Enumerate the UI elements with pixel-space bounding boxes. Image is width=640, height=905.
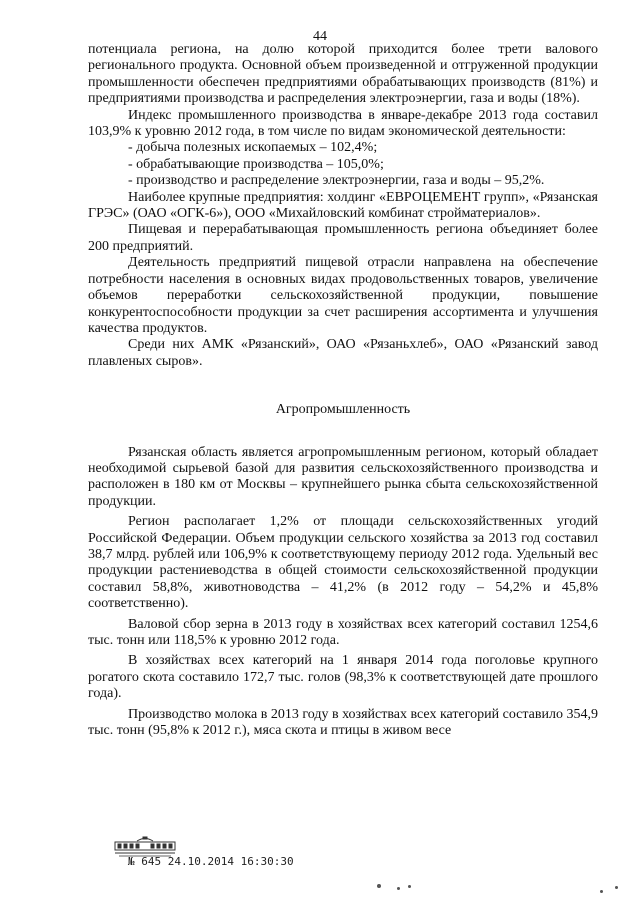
- printer-logo-mark: [115, 837, 175, 856]
- paragraph-food-industry: Пищевая и перерабатывающая промышленность региона объединяет более 200 предприятий.: [88, 222, 598, 254]
- paragraph-major-enterprises: Наиболее крупные предприятия: холдинг «ЕВРОЦЕМЕНТ групп», «Рязанская ГРЭС» (ОАО «ОГК-6»), ООО «Михайловский комбинат стройматериалов».: [88, 189, 598, 222]
- page-number: 44: [313, 29, 327, 44]
- scan-mark: [615, 886, 618, 889]
- scan-mark: [397, 887, 400, 890]
- paragraph-grain: Валовой сбор зерна в 2013 году в хозяйствах всех категорий составил 1254,6 тыс. тонн или 118,5% к уровню 2012 года.: [88, 616, 598, 648]
- list-item-utilities: - производство и распределение электроэнергии, газа и воды – 95,2%.: [128, 173, 545, 189]
- scan-mark: [377, 884, 381, 888]
- paragraph-agro-region: Рязанская область является агропромышленным регионом, который обладает необходимой сырьевой базой для развития сельскохозяйственного производства и расположен в 180 км от Москвы – крупнейшего рынка сбыта сельскохозяйственной продукции.: [88, 444, 598, 509]
- section-heading: Агропромышленность: [275, 402, 411, 418]
- scan-mark: [408, 885, 411, 888]
- scan-mark: [600, 890, 603, 893]
- document-body: [88, 42, 598, 739]
- list-item-mining: - добыча полезных ископаемых – 102,4%;: [128, 140, 378, 156]
- list-item-manufacturing: - обрабатывающие производства – 105,0%;: [128, 156, 384, 172]
- paragraph-cattle: В хозяйствах всех категорий на 1 января 2014 года поголовье крупного рогатого скота составило 172,7 тыс. голов (98,3% к соответствующей дате прошлого года).: [88, 653, 598, 702]
- paragraph-2: Индекс промышленного производства в январе-декабре 2013 года составил 103,9% к уровню 2012 года, в том числе по видам экономической деятельности:: [88, 107, 598, 140]
- paragraph-agro-land: Регион располагает 1,2% от площади сельскохозяйственных угодий Российской Федерации. Объем продукции сельского хозяйства за 2013 год составил 38,7 млрд. рублей или 106,9% к соответствующему периоду 2012 года. Удельный вес продукции растениеводства в общей стоимости сельскохозяйственной продукции составил 58,8%, животноводства – 41,2% (в 2012 году – 54,2% и 45,8% соответственно).: [88, 514, 598, 612]
- paragraph-1: потенциала региона, на долю которой приходится более трети валового регионального продукта. Основной объем произведенной и отгруженной продукции промышленности обеспечен предприятиями обрабатывающих производств (81%) и предприятиями производства и распределения электроэнергии, газа и воды (18%).: [88, 42, 598, 107]
- paragraph-food-companies: Среди них АМК «Рязанский», ОАО «Рязаньхлеб», ОАО «Рязанский завод плавленых сыров».: [88, 337, 598, 369]
- registration-stamp: № 645 24.10.2014 16:30:30: [128, 855, 294, 868]
- paragraph-milk: Производство молока в 2013 году в хозяйствах всех категорий составило 354,9 тыс. тонн (95,8% к 2012 г.), мяса скота и птицы в живом весе: [88, 706, 598, 739]
- paragraph-food-activity: Деятельность предприятий пищевой отрасли направлена на обеспечение потребности населения в основных видах продовольственных товаров, увеличение объемов переработки сельскохозяйственной продукции, повышение конкурентоспособности продукции за счет расширения ассортимента и улучшения качества продуктов.: [88, 255, 598, 336]
